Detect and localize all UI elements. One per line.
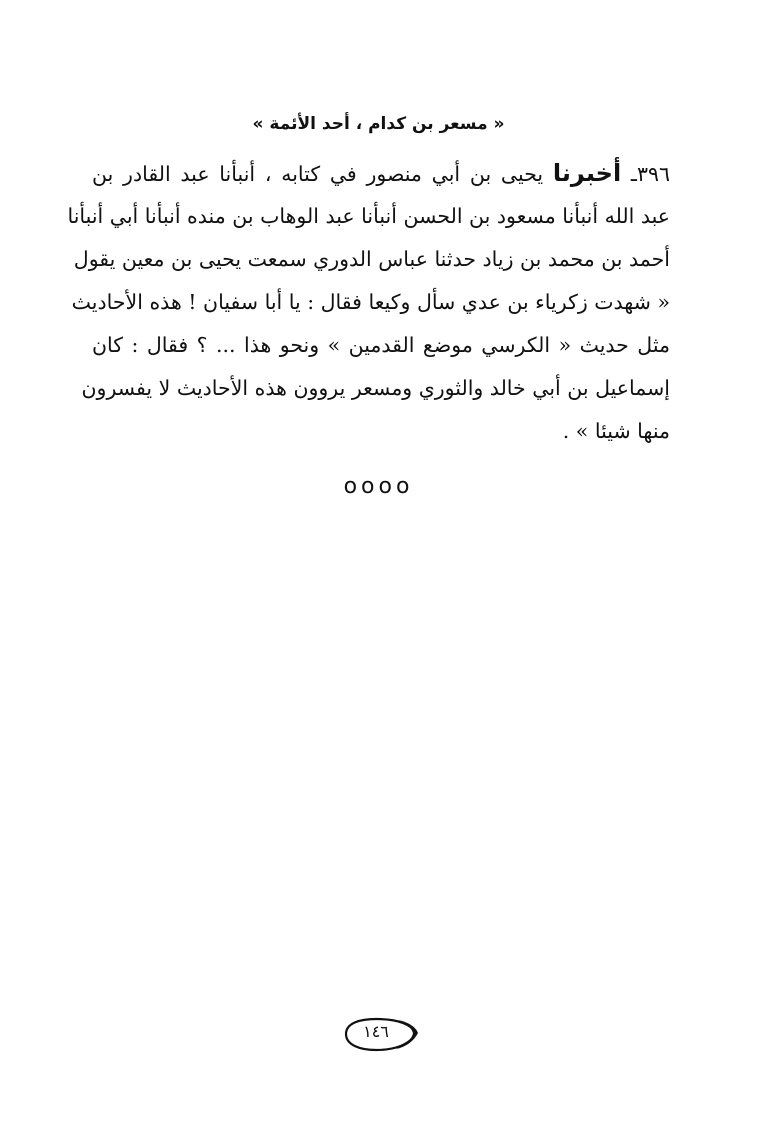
entry-line-7: منها شيئا » . bbox=[562, 419, 670, 443]
hadith-entry bbox=[67, 152, 670, 453]
page-number: ١٤٦ bbox=[363, 1022, 389, 1041]
hadith-number: ٣٩٦ـ bbox=[630, 162, 670, 186]
entry-line-3: أحمد بن محمد بن زياد حدثنا عباس الدوري سمعت يحيى بن معين يقول bbox=[73, 247, 670, 271]
entry-line-6: إسماعيل بن أبي خالد والثوري ومسعر يروون هذه الأحاديث لا يفسرون bbox=[81, 376, 670, 400]
entry-line-1-text: يحيى بن أبي منصور في كتابه ، أنبأنا عبد القادر بن bbox=[92, 162, 544, 186]
page-number-badge bbox=[336, 1011, 420, 1057]
entry-line-4: « شهدت زكرياء بن عدي سأل وكيعا فقال : يا أبا سفيان ! هذه الأحاديث bbox=[71, 290, 670, 314]
running-header: « مسعر بن كدام ، أحد الأئمة » bbox=[252, 114, 505, 134]
lead-word: أخبرنا bbox=[552, 159, 622, 187]
entry-line-5: مثل حديث « الكرسي موضع القدمين » ونحو هذا ... ؟ فقال : كان bbox=[92, 333, 670, 357]
entry-line-1 bbox=[92, 152, 670, 195]
section-separator: oooo bbox=[343, 474, 414, 499]
entry-line-2: عبد الله أنبأنا مسعود بن الحسن أنبأنا عبد الوهاب بن منده أنبأنا أبي أنبأنا bbox=[67, 204, 670, 228]
